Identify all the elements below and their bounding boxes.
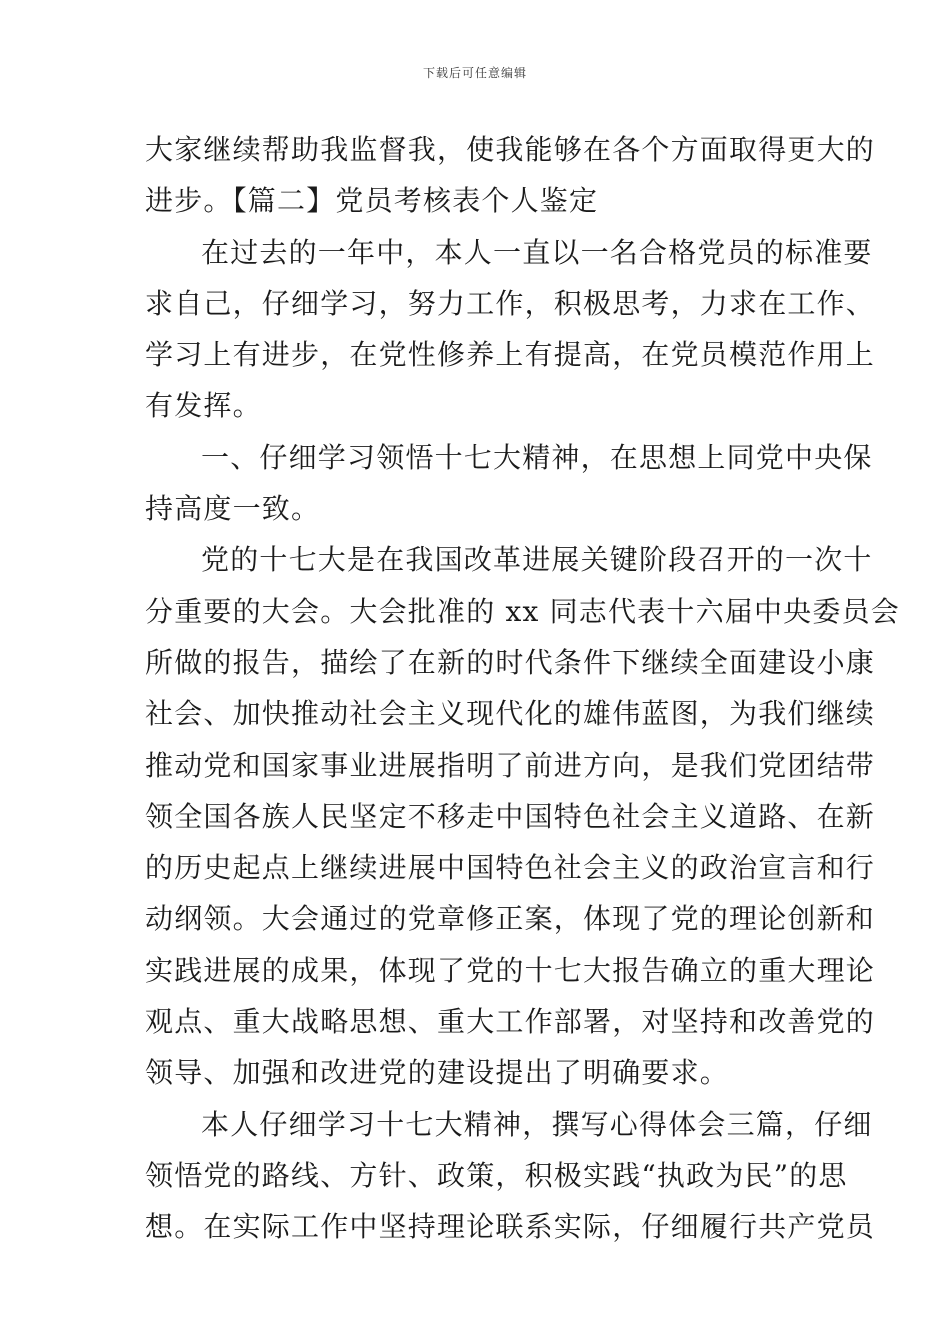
text-line: 的历史起点上继续进展中国特色社会主义的政治宣言和行 [145, 851, 876, 885]
text-line: 大家继续帮助我监督我，使我能够在各个方面取得更大的 [145, 133, 876, 166]
text-line: 分重要的大会。大会批准的 xx 同志代表十六届中央委员会 [145, 594, 900, 628]
text-line: 领悟党的路线、方针、政策，积极实践“执政为民”的思 [145, 1158, 848, 1192]
text-line: 进步。【篇二】党员考核表个人鉴定 [145, 184, 599, 218]
text-line: 动纲领。大会通过的党章修正案，体现了党的理论创新和 [145, 902, 876, 936]
text-line: 所做的报告，描绘了在新的时代条件下继续全面建设小康 [145, 645, 876, 679]
text-line: 求自己，仔细学习，努力工作，积极思考，力求在工作、 [145, 286, 876, 320]
document-body [145, 124, 900, 1253]
text-line: 推动党和国家事业进展指明了前进方向，是我们党团结带 [145, 748, 876, 782]
text-line: 有发挥。 [145, 389, 262, 423]
text-line: 党的十七大是在我国改革进展关键阶段召开的一次十 [201, 543, 873, 577]
text-line: 一、仔细学习领悟十七大精神，在思想上同党中央保 [201, 440, 873, 474]
text-line: 观点、重大战略思想、重大工作部署，对坚持和改善党的 [145, 1005, 876, 1039]
text-line: 本人仔细学习十七大精神，撰写心得体会三篇，仔细 [201, 1107, 873, 1141]
text-line: 想。在实际工作中坚持理论联系实际，仔细履行共产党员 [145, 1210, 876, 1244]
text-line: 学习上有进步，在党性修养上有提高，在党员模范作用上 [145, 338, 876, 372]
text-line: 领全国各族人民坚定不移走中国特色社会主义道路、在新 [145, 799, 876, 833]
page-header: 下载后可任意编辑 [422, 66, 527, 80]
text-line: 持高度一致。 [145, 492, 321, 526]
text-line: 在过去的一年中，本人一直以一名合格党员的标准要 [201, 235, 873, 269]
text-line: 领导、加强和改进党的建设提出了明确要求。 [145, 1056, 730, 1090]
text-line: 实践进展的成果，体现了党的十七大报告确立的重大理论 [145, 953, 876, 987]
text-line: 社会、加快推动社会主义现代化的雄伟蓝图，为我们继续 [145, 697, 876, 731]
